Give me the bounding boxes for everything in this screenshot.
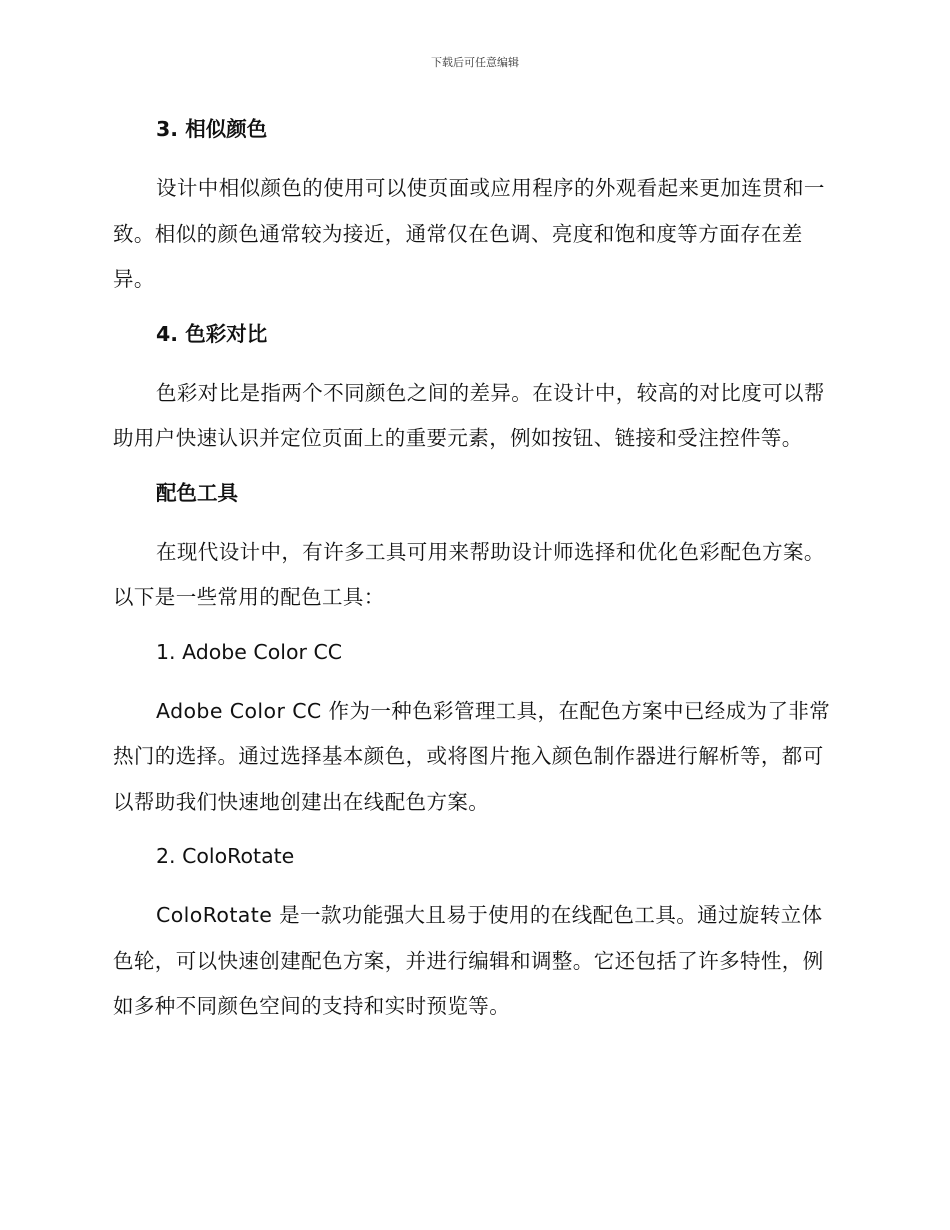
section-paragraph-similar-colors: 设计中相似颜色的使用可以使页面或应用程序的外观看起来更加连贯和一致。相似的颜色通常较为接近，通常仅在色调、亮度和饱和度等方面存在差异。 (113, 176, 825, 291)
section-heading-color-contrast: 4. 色彩对比 (156, 321, 268, 346)
section-heading-colorotate: 2. ColoRotate (156, 844, 295, 868)
section-paragraph-colorotate: ColoRotate 是一款功能强大且易于使用的在线配色工具。通过旋转立体色轮，可以快速创建配色方案，并进行编辑和调整。它还包括了许多特性，例如多种不同颜色空间的支持和实时预览等。 (113, 903, 824, 1018)
page-header: 下载后可任意编辑 (431, 56, 519, 69)
section-heading-adobe-color: 1. Adobe Color CC (156, 639, 343, 664)
section-paragraph-color-tools: 在现代设计中，有许多工具可用来帮助设计师选择和优化色彩配色方案。以下是一些常用的配色工具： (113, 539, 825, 609)
section-heading-similar-colors: 3. 相似颜色 (156, 117, 268, 141)
section-paragraph-color-contrast: 色彩对比是指两个不同颜色之间的差异。在设计中，较高的对比度可以帮助用户快速认识并定位页面上的重要元素，例如按钮、链接和受注控件等。 (113, 380, 825, 450)
document-body (113, 110, 840, 1042)
section-heading-color-tools: 配色工具 (156, 480, 238, 505)
section-paragraph-adobe-color: Adobe Color CC 作为一种色彩管理工具，在配色方案中已经成为了非常热门的选择。通过选择基本颜色，或将图片拖入颜色制作器进行解析等，都可以帮助我们快速地创建出在线配色方案。 (113, 698, 831, 814)
